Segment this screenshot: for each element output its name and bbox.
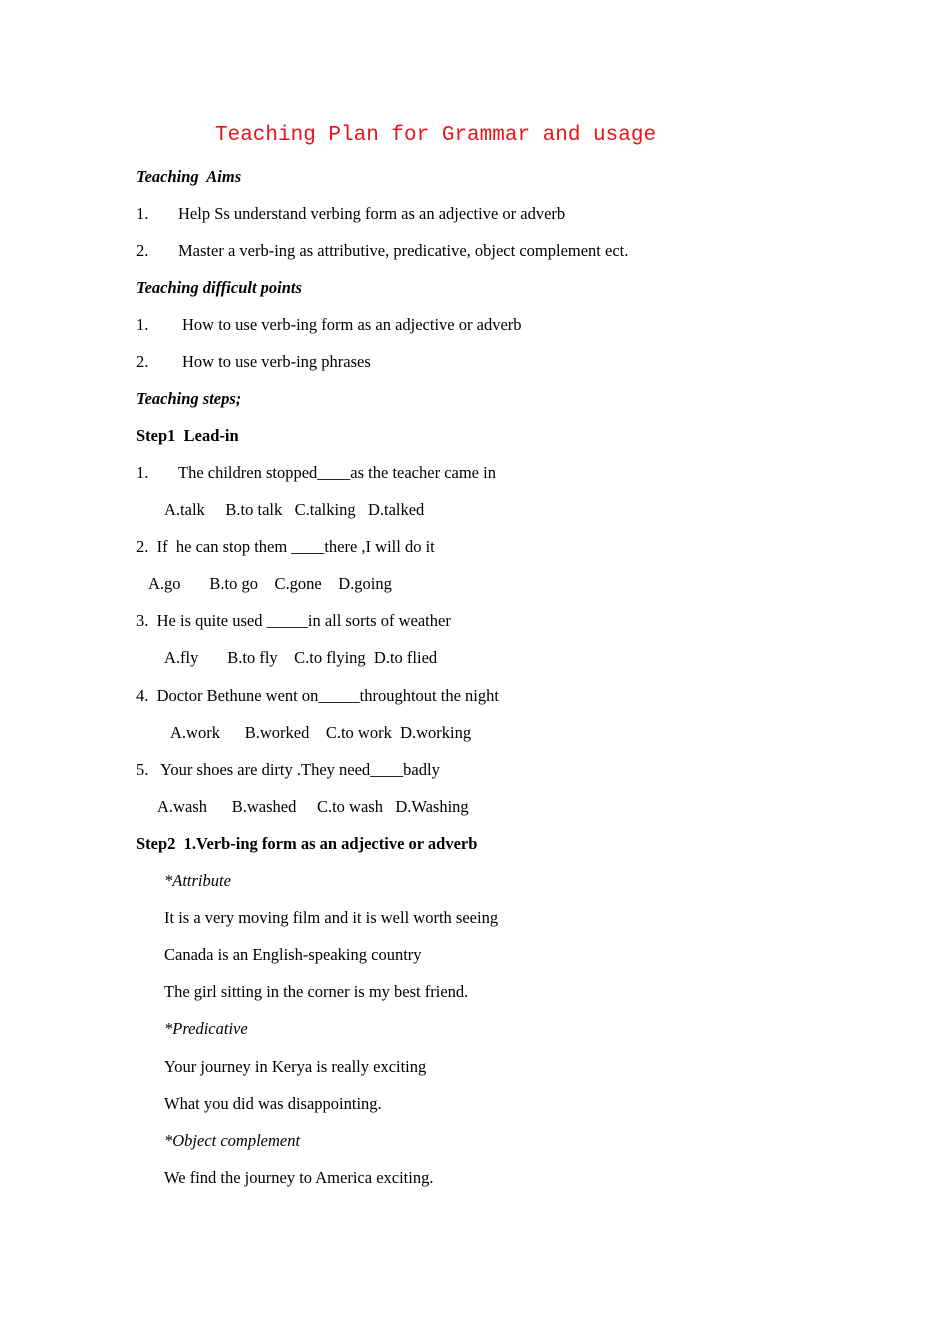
difficult-item-2-number: 2. xyxy=(136,352,149,371)
question-1-options: A.talk B.to talk C.talking D.talked xyxy=(164,500,425,519)
steps-heading: Teaching steps; xyxy=(136,389,242,408)
page-title: Teaching Plan for Grammar and usage xyxy=(215,124,657,147)
aims-item-1-number: 1. xyxy=(136,204,149,223)
difficult-item-1-number: 1. xyxy=(136,315,149,334)
object-complement-label: *Object complement xyxy=(164,1131,301,1150)
aims-item-1-text: Help Ss understand verbing form as an adjective or adverb xyxy=(178,204,566,223)
question-2-text: 2. If he can stop them ____there ,I will do it xyxy=(136,537,435,556)
question-4-options: A.work B.worked C.to work D.working xyxy=(170,723,472,742)
question-1-number: 1. xyxy=(136,463,149,482)
predicative-label: *Predicative xyxy=(164,1019,248,1038)
attribute-example-1: It is a very moving film and it is well worth seeing xyxy=(164,908,499,927)
question-2-options: A.go B.to go C.gone D.going xyxy=(148,574,392,593)
step1-heading: Step1 Lead-in xyxy=(136,426,239,445)
attribute-label: *Attribute xyxy=(164,871,231,890)
difficult-item-2-text: How to use verb-ing phrases xyxy=(182,352,371,371)
aims-heading: Teaching Aims xyxy=(136,167,242,186)
question-1-text: The children stopped____as the teacher came in xyxy=(178,463,496,482)
predicative-example-1: Your journey in Kerya is really exciting xyxy=(164,1057,427,1076)
attribute-example-2: Canada is an English-speaking country xyxy=(164,945,422,964)
question-4-text: 4. Doctor Bethune went on_____throughtout the night xyxy=(136,686,499,705)
predicative-example-2: What you did was disappointing. xyxy=(164,1094,382,1113)
question-5-text: 5. Your shoes are dirty .They need____badly xyxy=(136,760,440,779)
aims-item-2-number: 2. xyxy=(136,241,149,260)
aims-item-2-text: Master a verb-ing as attributive, predicative, object complement ect. xyxy=(178,241,629,260)
question-3-options: A.fly B.to fly C.to flying D.to flied xyxy=(164,648,438,667)
object-complement-example-1: We find the journey to America exciting. xyxy=(164,1168,434,1187)
step2-heading: Step2 1.Verb-ing form as an adjective or adverb xyxy=(136,834,478,853)
question-3-text: 3. He is quite used _____in all sorts of weather xyxy=(136,611,451,630)
attribute-example-3: The girl sitting in the corner is my best friend. xyxy=(164,982,469,1001)
difficult-item-1-text: How to use verb-ing form as an adjective or adverb xyxy=(182,315,522,334)
difficult-heading: Teaching difficult points xyxy=(136,278,302,297)
question-5-options: A.wash B.washed C.to wash D.Washing xyxy=(157,797,469,816)
